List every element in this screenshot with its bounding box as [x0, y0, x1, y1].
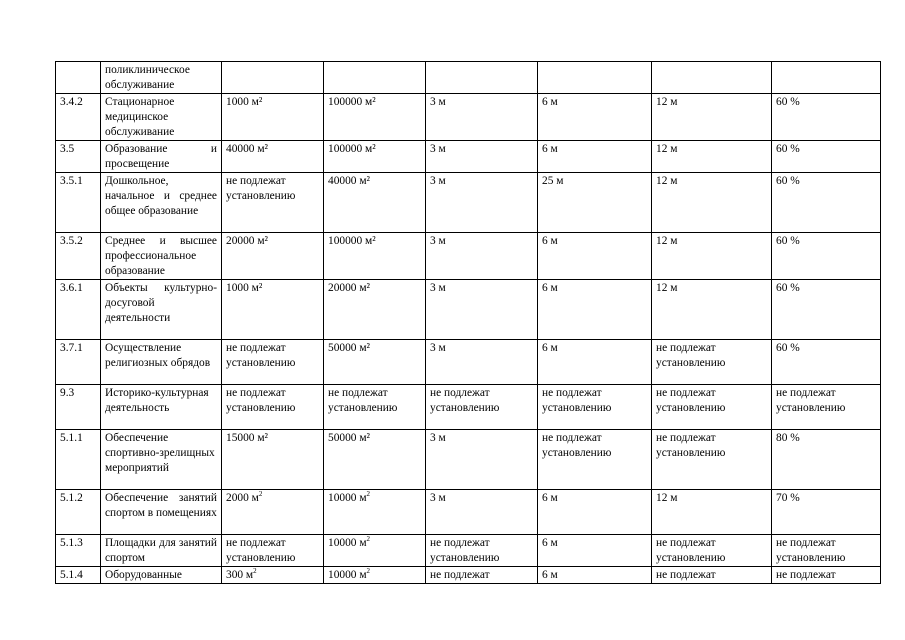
cell-min-plot-area: не подлежат установлению: [222, 385, 324, 430]
cell-max-height: 12 м: [652, 173, 772, 233]
cell-max-plot-area: 40000 м²: [324, 173, 426, 233]
cell-max-coverage: не подлежат установлению: [772, 535, 881, 567]
cell-max-coverage: 60 %: [772, 340, 881, 385]
row-name: Образование и просвещение: [101, 141, 222, 173]
cell-min-setback-2: 6 м: [538, 94, 652, 141]
cell-max-plot-area: 100000 м²: [324, 94, 426, 141]
cell-max-plot-area: [324, 62, 426, 94]
cell-min-setback: 3 м: [426, 233, 538, 280]
cell-max-height: не подлежат: [652, 567, 772, 584]
row-code: 5.1.4: [56, 567, 101, 584]
table-row: [56, 385, 881, 430]
cell-min-setback-2: 6 м: [538, 567, 652, 584]
cell-max-coverage: 70 %: [772, 490, 881, 535]
row-code: 3.7.1: [56, 340, 101, 385]
area-value: 2000 м: [226, 492, 259, 504]
cell-max-height: [652, 62, 772, 94]
row-code: 3.5: [56, 141, 101, 173]
row-name: Стационарное медицинское обслуживание: [101, 94, 222, 141]
table-row: [56, 233, 881, 280]
table-row: [56, 280, 881, 340]
cell-max-height: не подлежат установлению: [652, 430, 772, 490]
cell-min-plot-area: 20000 м²: [222, 233, 324, 280]
cell-min-plot-area: 1000 м²: [222, 94, 324, 141]
row-code: 5.1.2: [56, 490, 101, 535]
row-name: Историко-культурная деятельность: [101, 385, 222, 430]
superscript: 2: [366, 535, 371, 544]
row-name: Обеспечение занятий спортом в помещениях: [101, 490, 222, 535]
cell-max-plot-area: 100000 м²: [324, 141, 426, 173]
table-row: [56, 567, 881, 584]
row-code: 5.1.1: [56, 430, 101, 490]
cell-max-coverage: 60 %: [772, 280, 881, 340]
area-value: 10000 м: [328, 492, 367, 504]
cell-max-plot-area: 50000 м²: [324, 430, 426, 490]
cell-min-setback-2: не подлежат установлению: [538, 385, 652, 430]
cell-min-plot-area: не подлежат установлению: [222, 535, 324, 567]
table-row: [56, 535, 881, 567]
cell-min-setback: не подлежат установлению: [426, 535, 538, 567]
cell-min-plot-area: [222, 62, 324, 94]
row-name: Среднее и высшее профессиональное образование: [101, 233, 222, 280]
cell-max-plot-area: 50000 м²: [324, 340, 426, 385]
cell-max-plot-area: не подлежат установлению: [324, 385, 426, 430]
cell-max-coverage: не подлежат: [772, 567, 881, 584]
table-row: [56, 430, 881, 490]
cell-min-setback-2: 6 м: [538, 280, 652, 340]
cell-max-coverage: 60 %: [772, 233, 881, 280]
cell-max-height: 12 м: [652, 280, 772, 340]
cell-max-plot-area: [324, 535, 426, 567]
cell-min-setback: 3 м: [426, 141, 538, 173]
cell-max-plot-area: [324, 490, 426, 535]
superscript: 2: [366, 567, 371, 576]
cell-min-setback-2: 6 м: [538, 535, 652, 567]
area-value: 10000 м: [328, 569, 367, 581]
cell-min-plot-area: [222, 490, 324, 535]
cell-min-setback-2: не подлежат установлению: [538, 430, 652, 490]
cell-max-plot-area: 20000 м²: [324, 280, 426, 340]
cell-min-setback: [426, 62, 538, 94]
cell-max-coverage: [772, 62, 881, 94]
row-name: Площадки для занятий спортом: [101, 535, 222, 567]
row-code: 3.6.1: [56, 280, 101, 340]
cell-max-coverage: 60 %: [772, 94, 881, 141]
row-code: [56, 62, 101, 94]
cell-min-setback: 3 м: [426, 490, 538, 535]
superscript: 2: [253, 567, 257, 576]
cell-max-coverage: 80 %: [772, 430, 881, 490]
cell-max-coverage: не подлежат установлению: [772, 385, 881, 430]
cell-max-coverage: 60 %: [772, 173, 881, 233]
row-code: 3.5.1: [56, 173, 101, 233]
cell-min-setback: не подлежат установлению: [426, 385, 538, 430]
row-name: Дошкольное, начальное и среднее общее образование: [101, 173, 222, 233]
table-row: [56, 141, 881, 173]
cell-min-setback: 3 м: [426, 280, 538, 340]
cell-min-setback-2: 6 м: [538, 141, 652, 173]
row-name: Осуществление религиозных обрядов: [101, 340, 222, 385]
zoning-parameters-table: [55, 61, 881, 584]
table-row: [56, 490, 881, 535]
table-row: [56, 173, 881, 233]
cell-min-setback: не подлежат: [426, 567, 538, 584]
row-code: 3.5.2: [56, 233, 101, 280]
cell-min-plot-area: 1000 м²: [222, 280, 324, 340]
cell-max-plot-area: 100000 м²: [324, 233, 426, 280]
cell-max-height: не подлежат установлению: [652, 385, 772, 430]
cell-min-setback: 3 м: [426, 430, 538, 490]
cell-min-plot-area: [222, 567, 324, 584]
cell-min-setback-2: 6 м: [538, 490, 652, 535]
cell-min-setback: 3 м: [426, 340, 538, 385]
row-name: поликлиническое обслуживание: [101, 62, 222, 94]
row-code: 9.3: [56, 385, 101, 430]
row-name: Оборудованные: [101, 567, 222, 584]
table-row: [56, 62, 881, 94]
row-code: 5.1.3: [56, 535, 101, 567]
cell-min-setback: 3 м: [426, 173, 538, 233]
cell-min-plot-area: не подлежат установлению: [222, 173, 324, 233]
row-name: Объекты культурно-досуговой деятельности: [101, 280, 222, 340]
cell-min-plot-area: не подлежат установлению: [222, 340, 324, 385]
cell-min-setback-2: 6 м: [538, 233, 652, 280]
cell-min-plot-area: 15000 м²: [222, 430, 324, 490]
cell-max-coverage: 60 %: [772, 141, 881, 173]
table-row: [56, 94, 881, 141]
cell-min-setback: 3 м: [426, 94, 538, 141]
cell-max-height: не подлежат установлению: [652, 340, 772, 385]
cell-max-height: 12 м: [652, 94, 772, 141]
cell-max-plot-area: [324, 567, 426, 584]
row-code: 3.4.2: [56, 94, 101, 141]
cell-max-height: 12 м: [652, 141, 772, 173]
cell-min-setback-2: 25 м: [538, 173, 652, 233]
superscript: 2: [258, 490, 263, 499]
cell-max-height: 12 м: [652, 233, 772, 280]
table-row: [56, 340, 881, 385]
cell-min-setback-2: [538, 62, 652, 94]
area-value: 10000 м: [328, 537, 367, 549]
cell-max-height: 12 м: [652, 490, 772, 535]
cell-min-setback-2: 6 м: [538, 340, 652, 385]
cell-max-height: не подлежат установлению: [652, 535, 772, 567]
cell-min-plot-area: 40000 м²: [222, 141, 324, 173]
superscript: 2: [366, 490, 371, 499]
row-name: Обеспечение спортивно-зрелищных мероприятий: [101, 430, 222, 490]
area-value: 300 м: [226, 569, 254, 581]
